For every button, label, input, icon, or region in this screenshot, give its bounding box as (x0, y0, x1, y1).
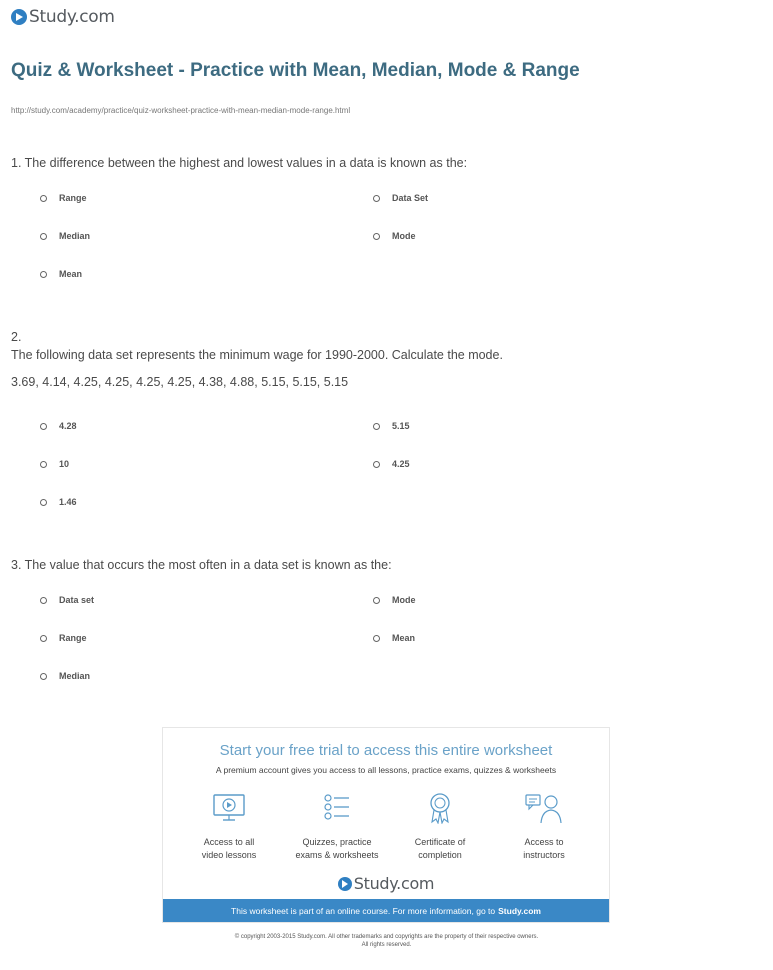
banner-link[interactable]: Study.com (498, 905, 541, 916)
q3-option-1[interactable]: Data set (40, 595, 94, 605)
page-title: Quiz & Worksheet - Practice with Mean, Median, Mode & Range (11, 60, 580, 81)
q3-option-5[interactable]: Median (40, 671, 90, 681)
copyright-footer (0, 933, 773, 949)
radio-icon[interactable] (373, 195, 380, 202)
promo-heading: Start your free trial to access this entire worksheet (219, 742, 553, 759)
q2-option-2[interactable]: 5.15 (373, 421, 410, 431)
radio-icon[interactable] (40, 499, 47, 506)
copyright-line-1: © copyright 2003-2015 Study.com. All other trademarks and copyrights are the property of their respective owners. (234, 934, 539, 940)
radio-icon[interactable] (40, 195, 47, 202)
play-logo-icon (338, 877, 352, 891)
copyright-line-2: All rights reserved. (361, 942, 412, 948)
question-2-number: 2. (11, 330, 22, 344)
feature-instructors (489, 792, 599, 862)
q1-option-2[interactable]: Data Set (373, 193, 428, 203)
video-lesson-icon (211, 792, 247, 824)
question-2-data: 3.69, 4.14, 4.25, 4.25, 4.25, 4.25, 4.38, 4.88, 5.15, 5.15, 5.15 (11, 375, 349, 389)
instructor-icon (524, 792, 564, 824)
radio-icon[interactable] (373, 233, 380, 240)
feature-label-line1: Access to (524, 837, 564, 847)
radio-icon[interactable] (40, 271, 47, 278)
q2-option-3[interactable]: 10 (40, 459, 69, 469)
feature-label-line2: completion (418, 850, 462, 860)
radio-icon[interactable] (373, 423, 380, 430)
radio-icon[interactable] (373, 461, 380, 468)
feature-label-line1: Access to all (203, 837, 255, 847)
feature-label-line2: video lessons (201, 850, 257, 860)
radio-icon[interactable] (40, 635, 47, 642)
study-logo[interactable] (11, 7, 115, 27)
radio-icon[interactable] (40, 673, 47, 680)
feature-label-line1: Certificate of (414, 837, 466, 847)
feature-video-lessons (174, 792, 284, 862)
logo-text: Study.com (29, 7, 115, 27)
q1-option-4[interactable]: Mode (373, 231, 416, 241)
q1-option-1[interactable]: Range (40, 193, 87, 203)
radio-icon[interactable] (40, 597, 47, 604)
feature-certificate (385, 792, 495, 862)
q1-option-5[interactable]: Mean (40, 269, 82, 279)
promo-study-logo[interactable] (163, 874, 609, 893)
play-logo-icon (11, 9, 27, 25)
checklist-icon (319, 792, 355, 824)
question-2-text: The following data set represents the minimum wage for 1990-2000. Calculate the mode. (11, 348, 503, 362)
radio-icon[interactable] (373, 635, 380, 642)
q2-option-4[interactable]: 4.25 (373, 459, 410, 469)
q1-option-3[interactable]: Median (40, 231, 90, 241)
question-1-text: 1. The difference between the highest and lowest values in a data is known as the: (11, 156, 468, 170)
feature-label-line2: instructors (523, 850, 565, 860)
page-url: http://study.com/academy/practice/quiz-worksheet-practice-with-mean-median-mode-range.html (11, 106, 351, 115)
certificate-icon (422, 792, 458, 824)
radio-icon[interactable] (40, 461, 47, 468)
feature-quizzes (282, 792, 392, 862)
q2-option-5[interactable]: 1.46 (40, 497, 77, 507)
radio-icon[interactable] (373, 597, 380, 604)
radio-icon[interactable] (40, 423, 47, 430)
free-trial-promo (162, 727, 610, 923)
question-3-text: 3. The value that occurs the most often in a data set is known as the: (11, 558, 392, 572)
banner-text: This worksheet is part of an online course. For more information, go to (231, 905, 496, 916)
feature-label-line1: Quizzes, practice (302, 837, 372, 847)
promo-subheading: A premium account gives you access to all lessons, practice exams, quizzes & worksheets (215, 765, 557, 775)
feature-label-line2: exams & worksheets (295, 850, 379, 860)
radio-icon[interactable] (40, 233, 47, 240)
course-banner[interactable] (163, 899, 609, 922)
q3-option-2[interactable]: Mode (373, 595, 416, 605)
logo-text: Study.com (353, 874, 435, 893)
q3-option-3[interactable]: Range (40, 633, 87, 643)
q3-option-4[interactable]: Mean (373, 633, 415, 643)
q2-option-1[interactable]: 4.28 (40, 421, 77, 431)
